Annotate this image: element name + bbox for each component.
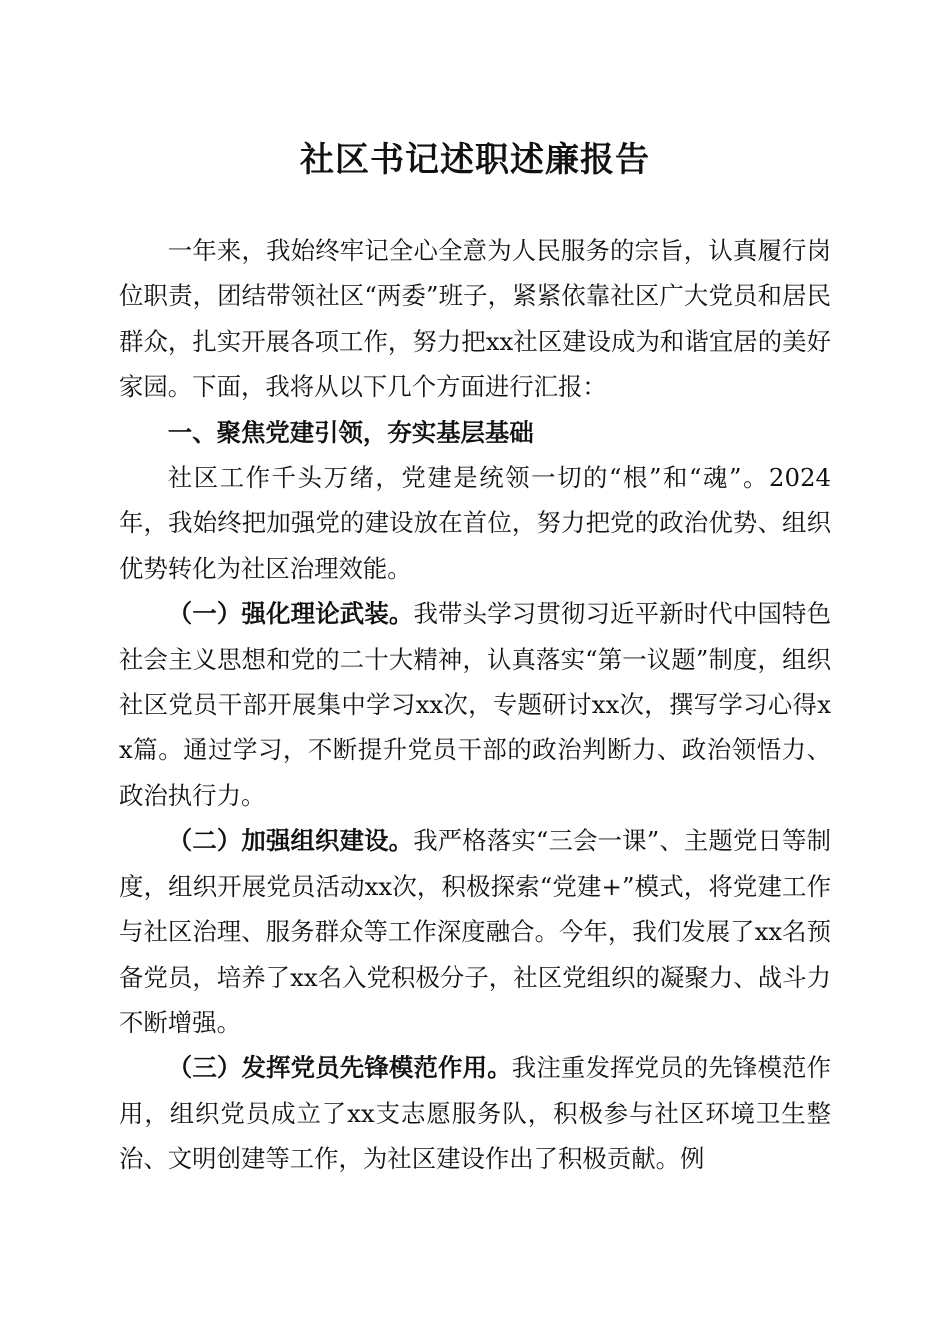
document-title: 社区书记述职述廉报告 [300,140,650,180]
section-heading: 一、聚焦党建引领，夯实基层基础 [167,417,534,447]
section-intro-paragraph: 社区工作千头万绪，党建是统领一切的“根”和“魂”。2024年，我始终把加强党的建设放在首位，努力把党的政治优势、组织优势转化为社区治理效能。 [119,463,831,583]
item-paragraph-2 [119,818,831,1045]
item-lead-2: （二）加强组织建设。 [167,826,414,856]
item-paragraph-1 [119,591,831,818]
item-text-1: 我带头学习贯彻习近平新时代中国特色社会主义思想和党的二十大精神，认真落实“第一议题”制度，组织社区党员干部开展集中学习xx次，专题研讨xx次，撰写学习心得xx篇。通过学习，不断提升党员干部的政治判断力、政治领悟力、政治执行力。 [119,599,831,810]
document-body [119,228,831,1182]
item-text-3: 我注重发挥党员的先锋模范作用，组织党员成立了xx支志愿服务队，积极参与社区环境卫生整治、文明创建等工作，为社区建设作出了积极贡献。例 [119,1053,831,1174]
item-paragraph-3 [119,1045,831,1181]
item-text-2: 我严格落实“三会一课”、主题党日等制度，组织开展党员活动xx次，积极探索“党建+”模式，将党建工作与社区治理、服务群众等工作深度融合。今年，我们发展了xx名预备党员，培养了xx名入党积极分子，社区党组织的凝聚力、战斗力不断增强。 [119,826,831,1037]
intro-paragraph: 一年来，我始终牢记全心全意为人民服务的宗旨，认真履行岗位职责，团结带领社区“两委”班子，紧紧依靠社区广大党员和居民群众，扎实开展各项工作，努力把xx社区建设成为和谐宜居的美好家园。下面，我将从以下几个方面进行汇报： [119,236,831,402]
item-lead-1: （一）强化理论武装。 [167,599,414,629]
item-lead-3: （三）发挥党员先锋模范作用。 [167,1053,512,1083]
